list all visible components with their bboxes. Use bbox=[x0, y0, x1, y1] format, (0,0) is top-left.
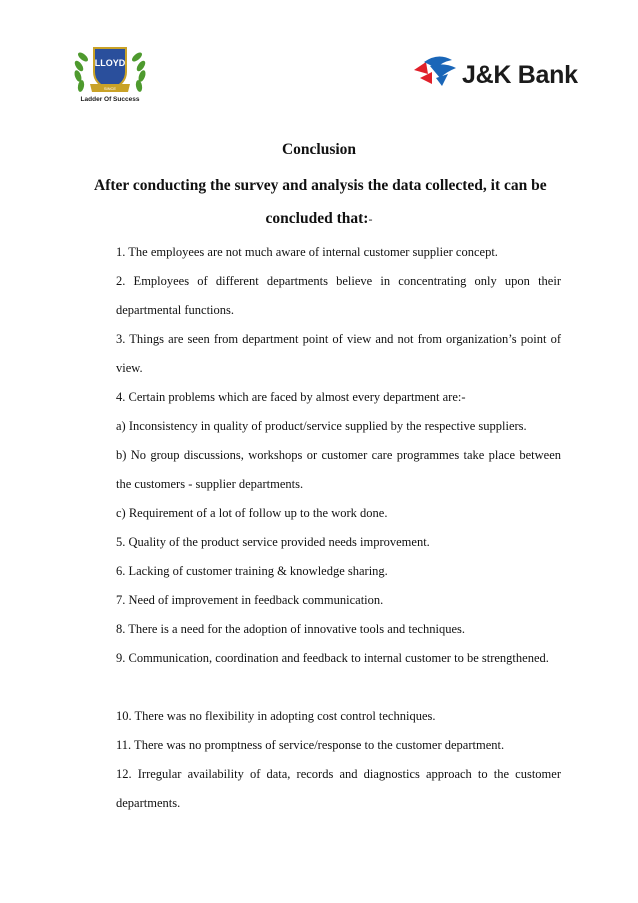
list-item: 11. There was no promptness of service/response to the customer department. bbox=[116, 738, 505, 752]
list-item: 9. Communication, coordination and feedback to internal customer to be strengthened. bbox=[116, 651, 549, 665]
lloyd-logo bbox=[68, 42, 152, 104]
intro-line-2 bbox=[0, 210, 638, 228]
list-item: 7. Need of improvement in feedback communication. bbox=[116, 593, 384, 607]
list-item: a) Inconsistency in quality of product/service supplied by the respective suppliers. bbox=[116, 419, 527, 433]
intro-line-1: After conducting the survey and analysis the data collected, it can be bbox=[94, 177, 547, 194]
list-item: 5. Quality of the product service provided needs improvement. bbox=[116, 535, 430, 549]
lloyd-logo-tagline: Ladder Of Success bbox=[80, 96, 140, 103]
jk-bank-name: J&K Bank bbox=[462, 61, 578, 89]
list-item: 12. Irregular availability of data, records and diagnostics approach to the customer departments. bbox=[116, 767, 561, 810]
intro-line-2-text: concluded that: bbox=[265, 210, 369, 227]
list-item: b) No group discussions, workshops or customer care programmes take place between the customers - supplier departments. bbox=[116, 448, 561, 491]
list-item: c) Requirement of a lot of follow up to the work done. bbox=[116, 506, 388, 520]
intro-line-2-dash: - bbox=[368, 212, 373, 226]
list-item: 1. The employees are not much aware of internal customer supplier concept. bbox=[116, 245, 498, 259]
jk-bank-logo bbox=[412, 52, 580, 98]
list-item: 2. Employees of different departments believe in concentrating only upon their departmental functions. bbox=[116, 274, 561, 317]
page-title: Conclusion bbox=[281, 141, 357, 158]
list-item: 8. There is a need for the adoption of innovative tools and techniques. bbox=[116, 622, 465, 636]
list-item: 6. Lacking of customer training & knowledge sharing. bbox=[116, 564, 388, 578]
jk-bank-bird-icon bbox=[412, 52, 460, 98]
list-item: 3. Things are seen from department point of view and not from organization’s point of view. bbox=[116, 332, 561, 375]
lloyd-logo-since: SINCE bbox=[103, 86, 117, 91]
list-item: 4. Certain problems which are faced by almost every department are:- bbox=[116, 390, 466, 404]
lloyd-logo-name: LLOYD bbox=[94, 58, 126, 68]
list-item: 10. There was no flexibility in adopting cost control techniques. bbox=[116, 709, 436, 723]
